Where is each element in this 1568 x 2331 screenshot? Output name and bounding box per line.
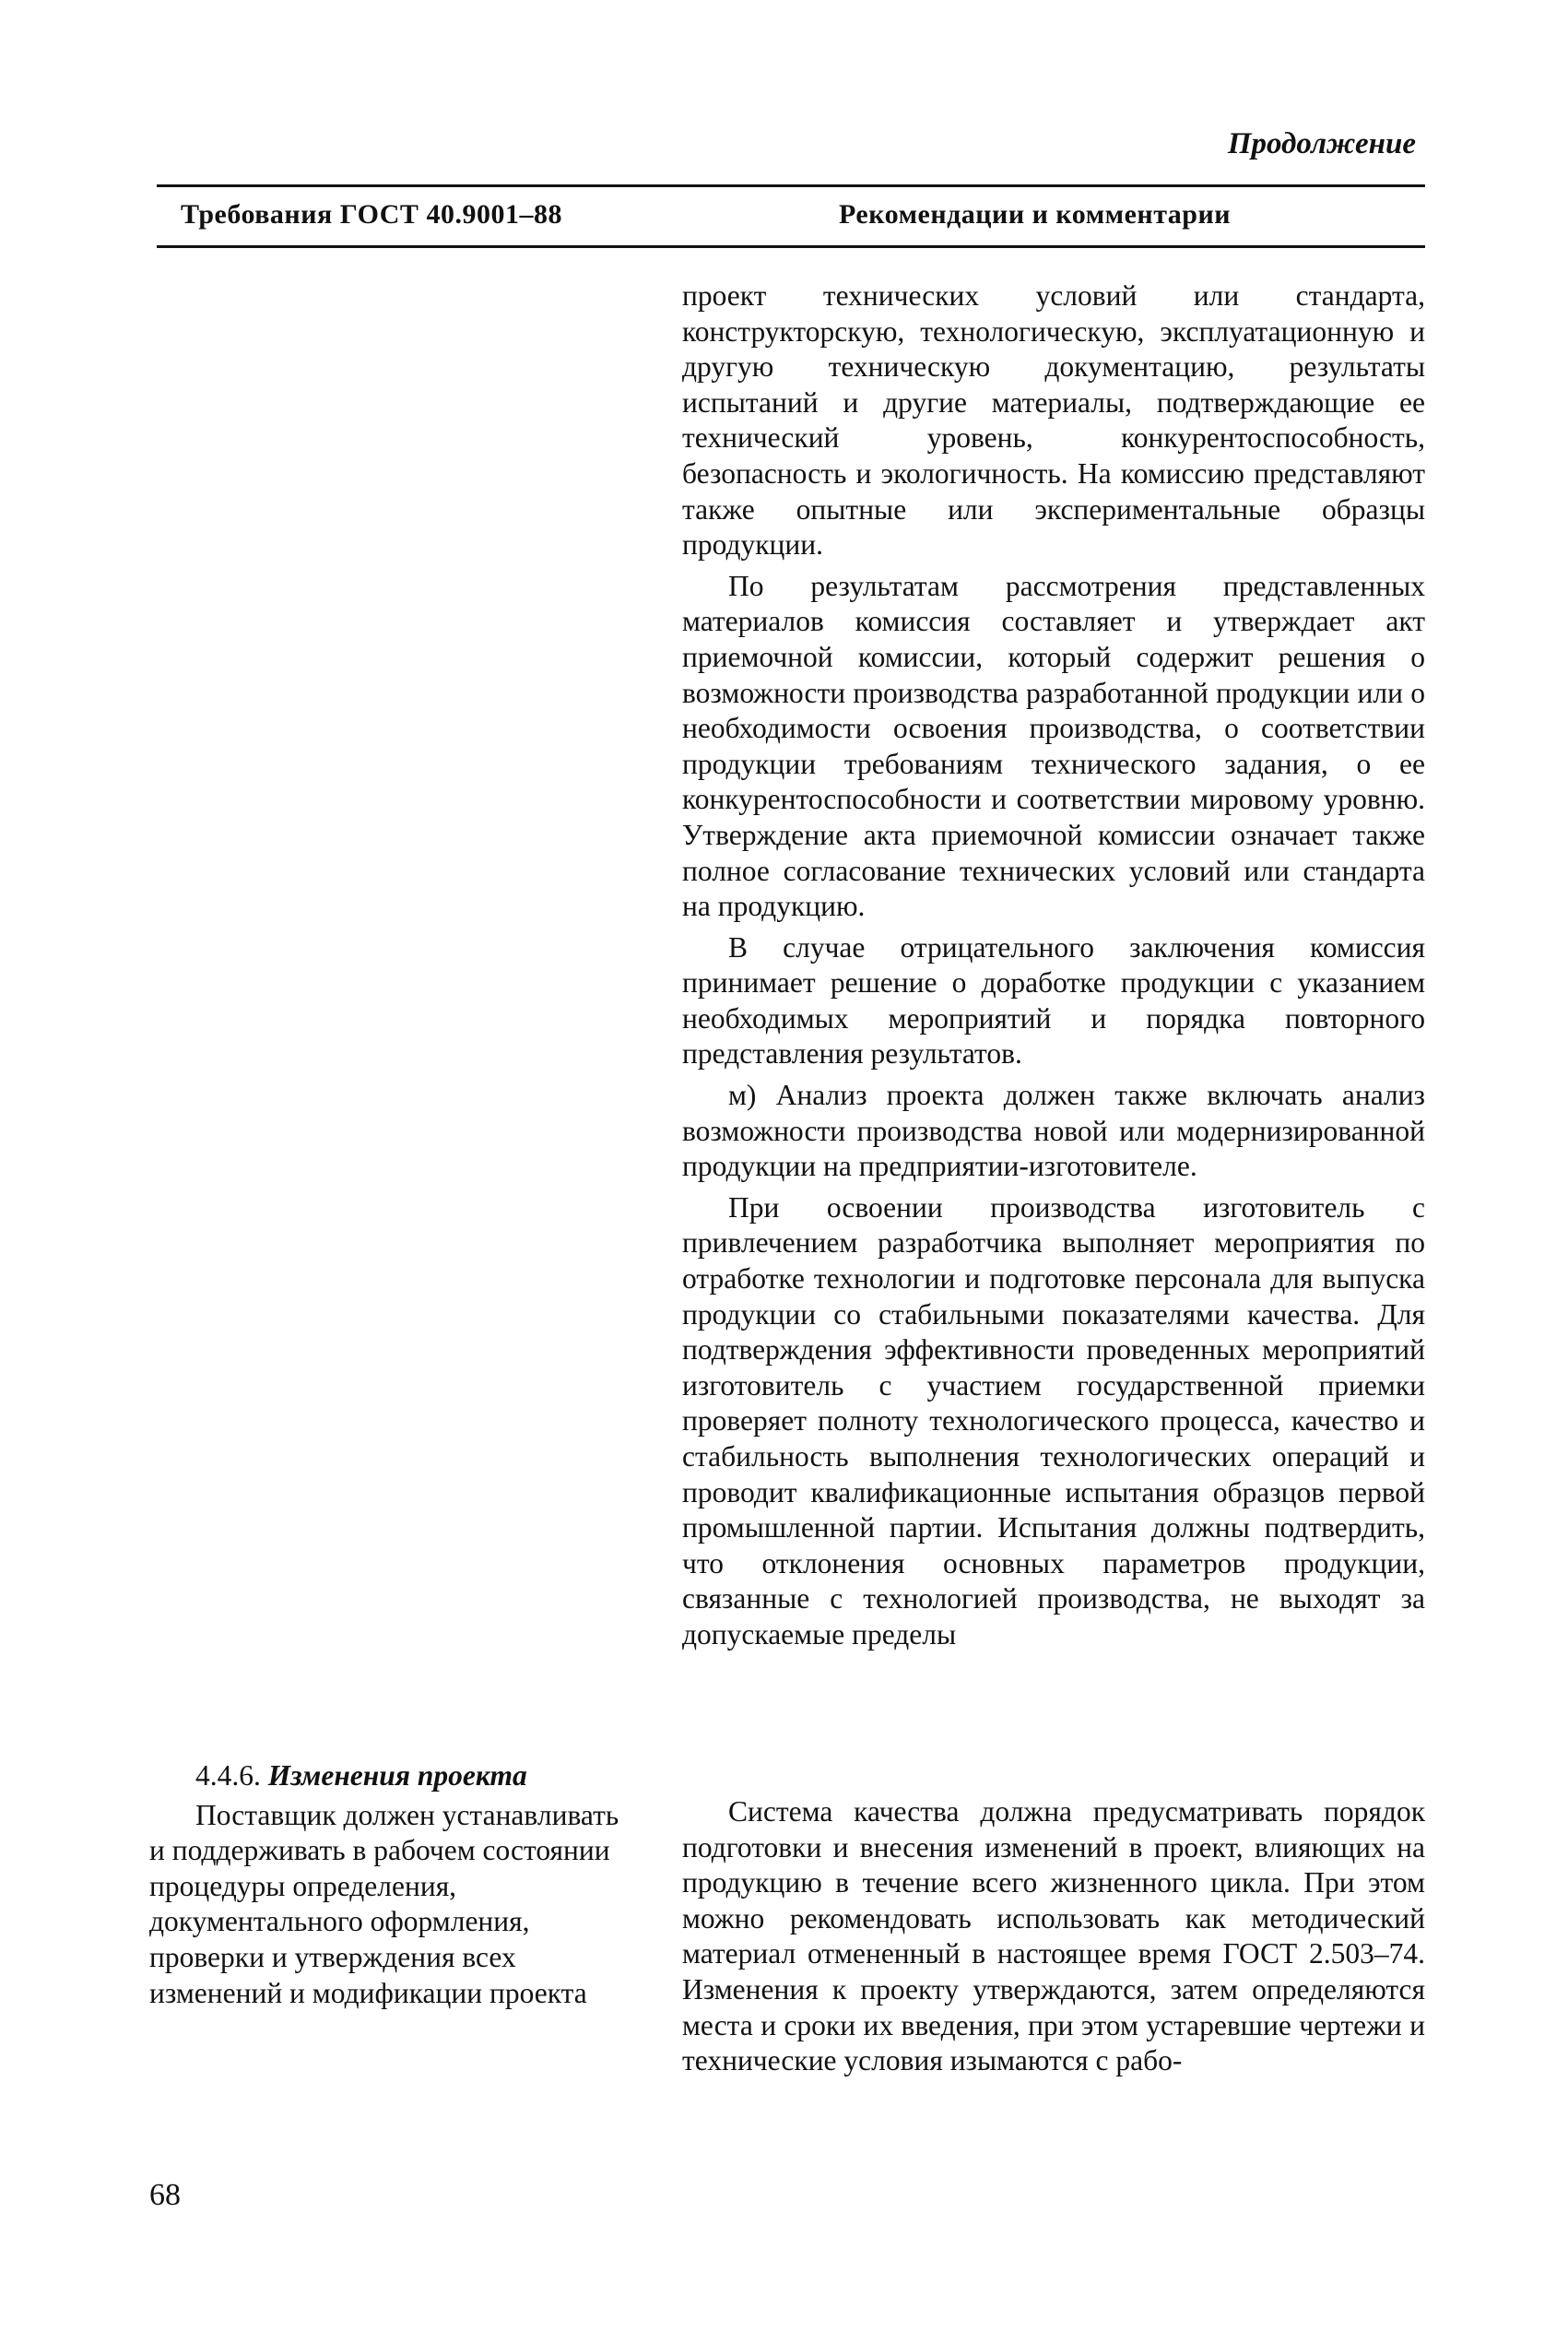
clause-heading (195, 1758, 638, 1794)
header-bottom-rule (157, 245, 1425, 248)
paragraph: проект технических условий или стандарта, конструкторскую, технологическую, эксплуатационную и другую техническую документацию, результаты испытаний и другие материалы, подтверждающие ее технический уровень, конкурентоспособность, безопасность и экологичность. На комиссию представляют также опытные или экспериментальные образцы продукции. (682, 279, 1425, 562)
clause-comment-column (682, 1794, 1425, 2079)
continuation-label: Продолжение (1227, 127, 1416, 160)
paragraph: При освоении производства изготовитель с привлечением разработчика выполняет мероприятия по отработке технологии и подготовке персонала для выпуска продукции со стабильными показателями качества. Для подтверждения эффективности проведенных мероприятий изготовитель с участием государственной приемки проверяет полноту технологического процесса, качество и стабильность выполнения технологических операций и проводит квалификационные испытания образцов первой промышленной партии. Испытания должны подтвердить, что отклонения основных параметров продукции, связанные с технологией производства, не выходят за допускаемые пределы (682, 1190, 1425, 1651)
header-requirements: Требования ГОСТ 40.9001–88 (181, 199, 562, 230)
paragraph: В случае отрицательного заключения комиссия принимает решение о доработке продукции с указанием необходимых мероприятий и порядка повторного представления результатов. (682, 930, 1425, 1071)
paragraph: м) Анализ проекта должен также включать анализ возможности производства новой или модернизированной продукции на предприятии-изготовителе. (682, 1079, 1425, 1183)
page-number: 68 (149, 2178, 181, 2212)
header-recommendations: Рекомендации и комментарии (839, 199, 1232, 230)
table-header (157, 195, 1425, 238)
clause-text: Поставщик должен устанавливать и поддерживать в рабочем состоянии процедуры определения, документального оформления, проверки и утверждения всех изменений и модификации проекта (149, 1798, 619, 2009)
clause-comment: Система качества должна предусматривать порядок подготовки и внесения изменений в проект, влияющих на продукцию в течение всего жизненного цикла. При этом можно рекомендовать использовать как методический материал отмененный в настоящее время ГОСТ 2.503–74. Изменения к проекту утверждаются, затем определяются места и сроки их введения, при этом устаревшие чертежи и технические условия изымаются с рабо- (682, 1795, 1425, 2077)
requirements-column (149, 1758, 638, 2011)
clause-number: 4.4.6. (195, 1759, 261, 1792)
paragraph: По результатам рассмотрения представленных материалов комиссия составляет и утверждает акт приемочной комиссии, который содержит решения о возможности производства разработанной продукции или о необходимости освоения производства, о соответствии продукции требованиям технического задания, о ее конкурентоспособности и соответствии мировому уровню. Утверждение акта приемочной комиссии означает также полное согласование технических условий или стандарта на продукцию. (682, 569, 1425, 923)
recommendations-column (682, 278, 1425, 1659)
clause-title: Изменения проекта (267, 1759, 527, 1792)
header-top-rule (157, 184, 1425, 187)
